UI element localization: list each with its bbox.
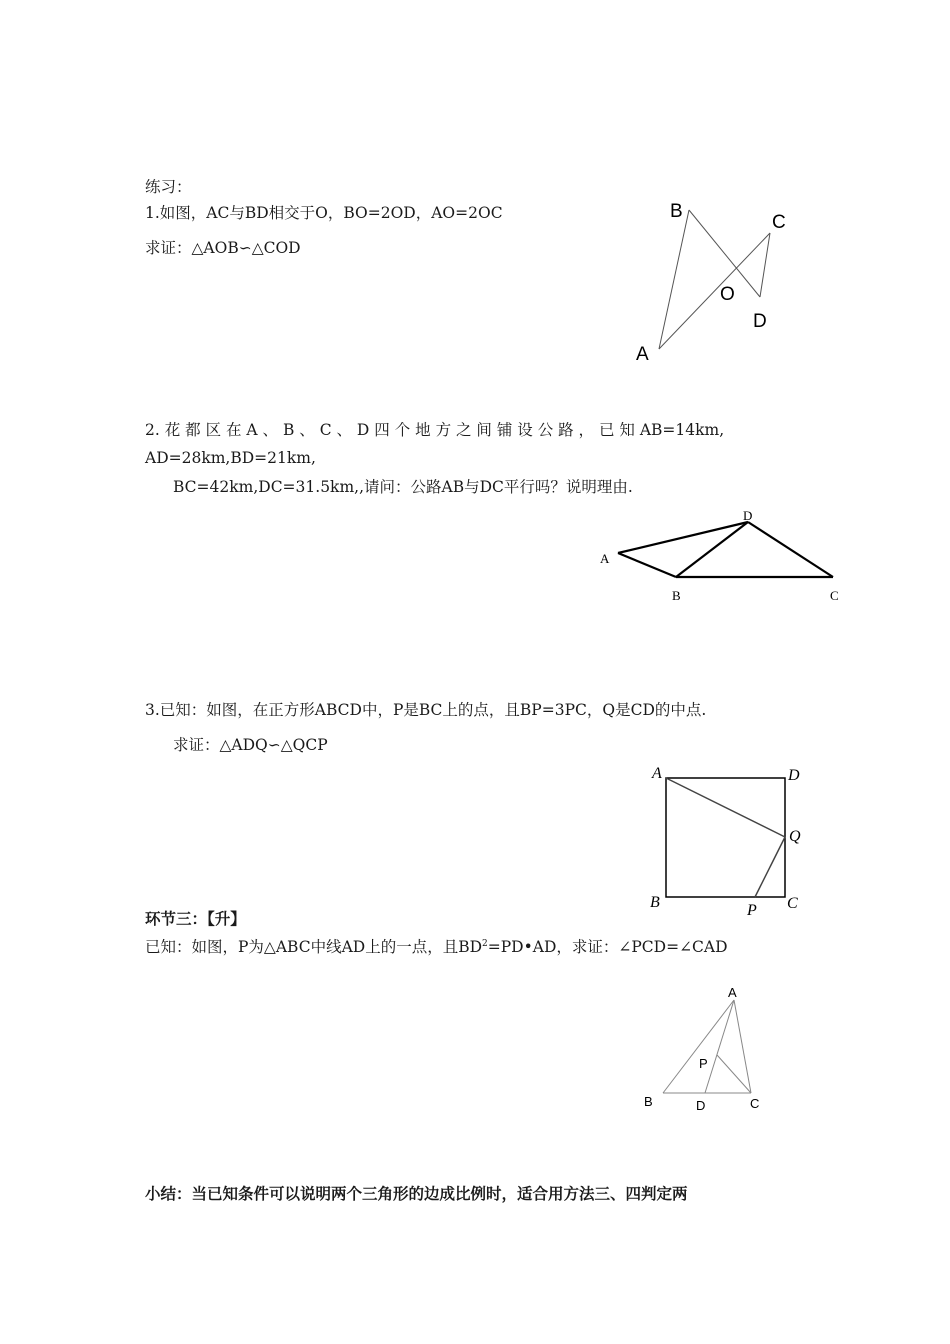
section3-problem — [145, 934, 728, 957]
q3-prove: 求证：△ADQ∽△QCP — [173, 736, 328, 754]
s3-label-P: P — [699, 1056, 708, 1071]
q3-square-ABCD — [666, 778, 785, 897]
q3-label-C: C — [787, 895, 798, 912]
section3-problem-part1: 已知：如图，P为△ABC中线AD上的一点，且BD — [145, 938, 483, 957]
section3-figure — [635, 980, 785, 1115]
q2-road-DC — [748, 522, 833, 577]
practice-heading: 练习： — [145, 178, 192, 196]
q2-figure — [590, 505, 850, 610]
section3-problem-exponent: 2 — [482, 939, 488, 949]
q3-label-D: D — [788, 767, 800, 784]
s3-label-C: C — [750, 1096, 760, 1111]
q1-line-AB — [659, 210, 689, 349]
s3-label-D: D — [696, 1098, 706, 1113]
q3-label-Q: Q — [789, 828, 801, 845]
q2-label-C: C — [830, 588, 839, 603]
s3-median-AD — [705, 1000, 734, 1093]
q1-label-B: B — [670, 201, 683, 222]
q2-road-AB — [618, 553, 676, 577]
q2-label-D: D — [743, 508, 753, 523]
q3-label-B: B — [650, 894, 660, 911]
q3-figure — [640, 760, 815, 920]
q1-label-C: C — [772, 212, 786, 233]
s3-label-A: A — [728, 985, 737, 1000]
q3-label-P: P — [747, 902, 757, 919]
q1-figure — [630, 195, 810, 370]
q2-statement-2: AD=28km,BD=21km, — [145, 449, 316, 467]
s3-side-AC — [734, 1000, 751, 1093]
s3-segment-PC — [717, 1055, 751, 1093]
q2-statement-3: BC=42km,DC=31.5km,,请问：公路AB与DC平行吗？说明理由. — [173, 478, 633, 496]
section3-problem-part2: =PD•AD，求证：∠PCD=∠CAD — [487, 938, 728, 957]
q1-prove: 求证：△AOB∽△COD — [145, 239, 301, 257]
q3-statement: 3.已知：如图，在正方形ABCD中，P是BC上的点，且BP=3PC，Q是CD的中点. — [145, 701, 707, 719]
section3-heading: 环节三：【升】 — [145, 910, 246, 928]
summary-text: 小结：当已知条件可以说明两个三角形的边成比例时，适合用方法三、四判定两 — [145, 1185, 688, 1203]
q1-label-O: O — [720, 284, 735, 305]
q1-statement: 1.如图，AC与BD相交于O，BO=2OD，AO=2OC — [145, 204, 503, 222]
q3-segment-QP — [755, 837, 785, 897]
q1-label-D: D — [753, 311, 767, 332]
q1-label-A: A — [636, 344, 649, 365]
s3-label-B: B — [644, 1094, 653, 1109]
q2-label-B: B — [672, 588, 681, 603]
q2-statement-1: 2. 花 都 区 在 A 、 B 、 C 、 D 四 个 地 方 之 间 铺 设 公 路 ， 已 知 AB=14km, — [145, 421, 725, 439]
s3-side-AB — [663, 1000, 734, 1093]
q2-label-A: A — [600, 551, 610, 566]
q3-label-A: A — [652, 765, 662, 782]
q3-segment-AQ — [666, 778, 785, 837]
